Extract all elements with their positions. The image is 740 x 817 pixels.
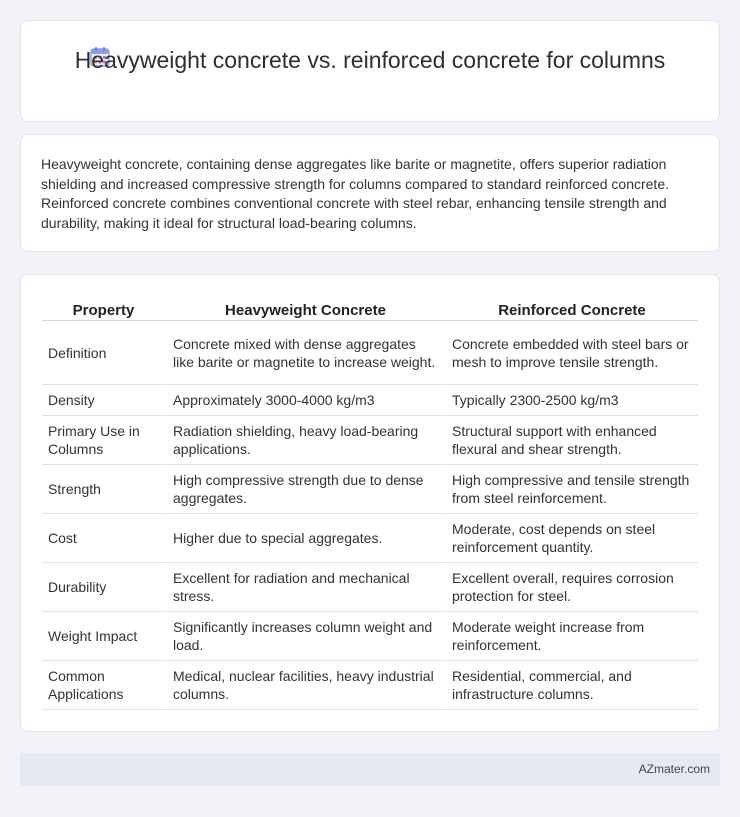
table-row bbox=[42, 385, 698, 416]
cell-property: Weight Impact bbox=[42, 612, 165, 661]
cell-reinforced: Moderate weight increase from reinforcement. bbox=[444, 612, 698, 661]
cell-reinforced: Moderate, cost depends on steel reinforcement quantity. bbox=[444, 514, 698, 563]
intro-card bbox=[20, 134, 720, 252]
cell-reinforced: Typically 2300-2500 kg/m3 bbox=[444, 385, 698, 416]
table-row bbox=[42, 563, 698, 612]
cell-reinforced: Excellent overall, requires corrosion protection for steel. bbox=[444, 563, 698, 612]
cell-heavyweight: Approximately 3000-4000 kg/m3 bbox=[165, 385, 444, 416]
footer-bar bbox=[20, 753, 720, 786]
page-title: Heavyweight concrete vs. reinforced concrete for columns bbox=[74, 47, 666, 73]
cell-heavyweight: Concrete mixed with dense aggregates like barite or magnetite to increase weight. bbox=[165, 321, 444, 385]
table-row bbox=[42, 661, 698, 710]
cell-property: Durability bbox=[42, 563, 165, 612]
cell-reinforced: High compressive and tensile strength from steel reinforcement. bbox=[444, 465, 698, 514]
table-header-row bbox=[42, 295, 698, 321]
header-heavyweight: Heavyweight Concrete bbox=[165, 295, 444, 321]
cell-heavyweight: Radiation shielding, heavy load-bearing applications. bbox=[165, 416, 444, 465]
cell-reinforced: Residential, commercial, and infrastructure columns. bbox=[444, 661, 698, 710]
cell-property: Definition bbox=[42, 321, 165, 385]
cell-property: Strength bbox=[42, 465, 165, 514]
comparison-table bbox=[42, 295, 698, 710]
intro-paragraph: Heavyweight concrete, containing dense aggregates like barite or magnetite, offers superior radiation shielding and increased compressive strength for columns compared to standard reinforced concrete. Reinforced concrete combines conventional concrete with steel rebar, enhancing tensile strength and durability, making it ideal for structural load-bearing columns. bbox=[41, 156, 669, 231]
footer-brand-link[interactable]: AZmater.com bbox=[638, 762, 710, 776]
cell-heavyweight: Medical, nuclear facilities, heavy industrial columns. bbox=[165, 661, 444, 710]
cell-property: Primary Use in Columns bbox=[42, 416, 165, 465]
cell-reinforced: Structural support with enhanced flexural and shear strength. bbox=[444, 416, 698, 465]
table-row bbox=[42, 465, 698, 514]
title-card bbox=[20, 20, 720, 122]
table-row bbox=[42, 612, 698, 661]
header-reinforced: Reinforced Concrete bbox=[444, 295, 698, 321]
header-property: Property bbox=[42, 295, 165, 321]
table-row bbox=[42, 416, 698, 465]
comparison-card bbox=[20, 274, 720, 732]
cell-property: Common Applications bbox=[42, 661, 165, 710]
cell-heavyweight: Significantly increases column weight and load. bbox=[165, 612, 444, 661]
cell-heavyweight: Higher due to special aggregates. bbox=[165, 514, 444, 563]
table-row bbox=[42, 514, 698, 563]
cell-property: Density bbox=[42, 385, 165, 416]
cell-heavyweight: High compressive strength due to dense aggregates. bbox=[165, 465, 444, 514]
table-row bbox=[42, 321, 698, 385]
cell-property: Cost bbox=[42, 514, 165, 563]
cell-heavyweight: Excellent for radiation and mechanical stress. bbox=[165, 563, 444, 612]
cell-reinforced: Concrete embedded with steel bars or mesh to improve tensile strength. bbox=[444, 321, 698, 385]
